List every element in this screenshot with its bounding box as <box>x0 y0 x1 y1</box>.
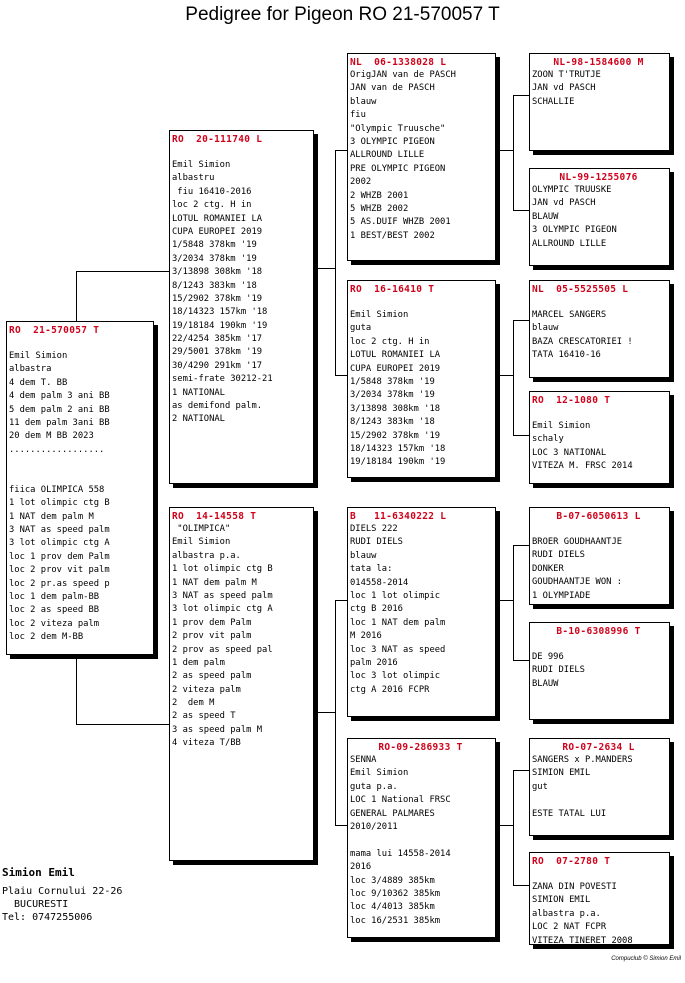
pigeon-card-ff <box>347 53 496 261</box>
detail-line: loc 1 NAT dem palm <box>350 617 446 628</box>
pigeon-card-fm <box>347 280 496 478</box>
detail-line: loc 2 as speed BB <box>9 605 100 616</box>
detail-line: 3 OLYMPIC PIGEON <box>350 136 435 147</box>
pigeon-details <box>350 69 495 243</box>
detail-line: guta p.a. <box>350 781 398 792</box>
detail-line: 1 BEST/BEST 2002 <box>350 230 435 241</box>
detail-line: Emil Simion <box>9 351 68 361</box>
connector-line <box>513 545 514 660</box>
detail-line: gut <box>532 781 548 792</box>
detail-line: as demifond palm. <box>172 401 263 412</box>
detail-line: 2002 <box>350 177 372 188</box>
detail-line: ctg B 2016 <box>350 604 403 615</box>
ring-number: NL 05-5525505 L <box>532 284 629 295</box>
detail-line: 3/13898 308km '18 <box>350 403 441 414</box>
breeder-address: Plaiu Cornului 22-26 <box>2 886 123 897</box>
detail-line: SENNA <box>350 755 377 765</box>
detail-line: schaly <box>532 434 564 445</box>
pigeon-details <box>532 536 669 603</box>
connector-line <box>513 435 529 436</box>
detail-line: 3 lot olimpic ctg A <box>9 538 110 549</box>
connector-line <box>496 825 513 826</box>
detail-line: fiu 16410-2016 <box>172 186 252 197</box>
detail-line: SIMION EMIL <box>532 768 591 779</box>
detail-line: 1 OLYMPIADE <box>532 590 591 601</box>
detail-line: fiica OLIMPICA 558 <box>9 484 105 495</box>
connector-line <box>513 770 529 771</box>
connector-line <box>496 600 513 601</box>
detail-line: 2016 <box>350 862 372 873</box>
connector-line <box>76 655 77 725</box>
detail-line: PRE OLYMPIC PIGEON <box>350 163 446 174</box>
pigeon-details <box>172 523 313 751</box>
detail-line: MARCEL SANGERS <box>532 310 607 320</box>
detail-line: ESTE TATAL LUI <box>532 808 607 819</box>
detail-line: 19/18184 190km '19 <box>172 320 268 331</box>
detail-line: LOC 3 NATIONAL <box>532 447 607 458</box>
detail-line: 1 lot olimpic ctg B <box>172 564 273 575</box>
breeder-city: BUCURESTI <box>2 899 69 910</box>
detail-line: guta <box>350 323 372 334</box>
detail-line: JAN vd PASCH <box>532 198 596 209</box>
detail-line: DONKER <box>532 563 564 574</box>
detail-line: SANGERS x P.MANDERS <box>532 755 633 765</box>
detail-line: albastra p.a. <box>532 908 601 919</box>
detail-line: 4 viteza T/BB <box>172 738 241 749</box>
connector-line <box>314 712 335 713</box>
detail-line: CUPA EUROPEI 2019 <box>172 226 263 237</box>
detail-line: JAN van de PASCH <box>350 83 435 94</box>
connector-line <box>76 271 171 272</box>
detail-line: fiu <box>350 110 366 121</box>
detail-line: blauw <box>350 550 377 561</box>
connector-line <box>496 375 513 376</box>
detail-line: 5 AS.DUIF WHZB 2001 <box>350 217 451 228</box>
detail-line: LOTUL ROMANIEI LA <box>172 213 263 224</box>
detail-line: loc 3 NAT as speed <box>350 644 446 655</box>
detail-line: LOTUL ROMANIEI LA <box>350 350 441 361</box>
connector-line <box>513 320 514 435</box>
pigeon-details <box>532 69 669 109</box>
detail-line: 2 prov as speed pal <box>172 644 273 655</box>
connector-line <box>335 150 336 375</box>
detail-line: loc 3 lot olimpic <box>350 671 441 682</box>
detail-line: 3 NAT as speed palm <box>9 525 110 536</box>
ring-number: NL-99-1255076 <box>559 172 638 183</box>
detail-line: BAZA CRESCATORIEI ! <box>532 336 633 347</box>
detail-line: loc 4/4013 385km <box>350 902 435 913</box>
detail-line: 2 NATIONAL <box>172 414 225 425</box>
detail-line: tata la: <box>350 564 393 575</box>
connector-line <box>513 95 529 96</box>
detail-line: TATA 16410-16 <box>532 350 601 361</box>
detail-line: 014558-2014 <box>350 577 409 588</box>
detail-line: blauw <box>532 323 559 334</box>
connector-line <box>76 271 77 321</box>
ring-number: B 11-6340222 L <box>350 511 447 522</box>
detail-line: ctg A 2016 FCPR <box>350 684 430 695</box>
detail-line: 1 NAT dem palm M <box>172 577 257 588</box>
detail-line: 3/2034 378km '19 <box>350 390 435 401</box>
detail-line: Emil Simion <box>350 768 409 779</box>
page-title: Pedigree for Pigeon RO 21-570057 T <box>185 4 500 25</box>
detail-line: BROER GOUDHAANTJE <box>532 537 623 547</box>
detail-line: 1 dem palm <box>172 657 225 668</box>
detail-line: 3/13898 308km '18 <box>172 267 263 278</box>
pigeon-card-father <box>169 130 314 484</box>
breeder-name: Simion Emil <box>2 866 75 879</box>
detail-line: loc 1 lot olimpic <box>350 590 441 601</box>
pigeon-details <box>9 350 153 645</box>
pigeon-details <box>532 651 669 691</box>
detail-line: 3 OLYMPIC PIGEON <box>532 225 617 236</box>
detail-line: albastra p.a. <box>172 550 241 561</box>
ring-number: RO 12-1080 T <box>532 395 611 406</box>
detail-line: 2 prov vit palm <box>172 631 252 642</box>
detail-line: semi-frate 30212-21 <box>172 374 273 385</box>
breeder-phone: Tel: 0747255006 <box>2 912 93 923</box>
detail-line: loc 9/10362 385km <box>350 888 441 899</box>
connector-line <box>314 268 335 269</box>
pigeon-details <box>532 309 669 363</box>
detail-line: ZOON T'TRUTJE <box>532 70 601 80</box>
detail-line: mama lui 14558-2014 <box>350 848 451 859</box>
detail-line: blauw <box>350 96 377 107</box>
pigeon-details <box>532 184 669 251</box>
ring-number: RO 20-111740 L <box>172 134 263 145</box>
detail-line: 3/2034 378km '19 <box>172 253 257 264</box>
detail-line <box>9 457 153 470</box>
pigeon-card-subject <box>6 321 154 655</box>
connector-line <box>513 770 514 885</box>
detail-line: 3 as speed palm M <box>172 724 263 735</box>
detail-line: OLYMPIC TRUUSKE <box>532 185 612 195</box>
detail-line: RUDI DIELS <box>350 537 403 548</box>
detail-line: 15/2902 378km '19 <box>350 430 441 441</box>
detail-line: Emil Simion <box>532 421 591 431</box>
detail-line: palm 2016 <box>350 657 398 668</box>
detail-line: DE 996 <box>532 652 564 662</box>
detail-line: 5 WHZB 2002 <box>350 203 409 214</box>
detail-line: VITEZA M. FRSC 2014 <box>532 461 633 472</box>
connector-line <box>513 660 529 661</box>
detail-line: "OLIMPICA" <box>172 524 231 534</box>
ring-number: RO 16-16410 T <box>350 284 435 295</box>
detail-line: loc 3/4889 385km <box>350 875 435 886</box>
detail-line: 4 dem T. BB <box>9 377 68 388</box>
detail-line: 19/18184 190km '19 <box>350 457 446 468</box>
connector-line <box>513 545 529 546</box>
detail-line: RUDI DIELS <box>532 550 585 561</box>
detail-line: loc 2 pr.as speed p <box>9 578 110 589</box>
connector-line <box>76 724 171 725</box>
detail-line: ZANA DIN POVESTI <box>532 882 617 892</box>
pigeon-details <box>350 754 495 928</box>
ring-number: B-10-6308996 T <box>556 626 641 637</box>
detail-line: loc 16/2531 385km <box>350 915 441 926</box>
ring-number: B-07-6050613 L <box>556 511 641 522</box>
detail-line: LOC 1 National FRSC <box>350 795 451 806</box>
detail-line: 4 dem palm 3 ani BB <box>9 391 110 402</box>
detail-line: VITEZA TINERET 2008 <box>532 935 633 946</box>
detail-line: 18/14323 157km '18 <box>172 307 268 318</box>
footer-credit: Compuclub © Simion Emil <box>611 956 681 962</box>
pigeon-card-mfm <box>529 622 670 720</box>
detail-line <box>9 471 153 484</box>
detail-line: 22/4254 385km '17 <box>172 334 263 345</box>
detail-line: albastru <box>172 173 215 184</box>
detail-line: 18/14323 157km '18 <box>350 443 446 454</box>
connector-line <box>496 150 513 151</box>
detail-line: loc 2 viteza palm <box>9 618 100 629</box>
ring-number: NL-98-1584600 M <box>553 57 644 68</box>
detail-line: 1 NAT dem palm M <box>9 511 94 522</box>
connector-line <box>513 95 514 210</box>
detail-line: GOUDHAANTJE WON : <box>532 577 623 588</box>
detail-line: Emil Simion <box>350 310 409 320</box>
detail-line: .................. <box>9 444 105 455</box>
detail-line: 2 as speed palm <box>172 671 252 682</box>
connector-line <box>513 320 529 321</box>
detail-line: M 2016 <box>350 631 382 642</box>
pigeon-card-mff <box>529 507 670 605</box>
pigeon-card-mm <box>347 738 496 938</box>
detail-line: 30/4290 291km '17 <box>172 360 263 371</box>
ring-number: RO 14-14558 T <box>172 511 257 522</box>
ring-number: RO 07-2780 T <box>532 856 611 867</box>
ring-number: RO-07-2634 L <box>562 742 635 753</box>
pigeon-details <box>172 159 313 427</box>
detail-line: 2 as speed T <box>172 711 236 722</box>
detail-line: 8/1243 383km '18 <box>350 417 435 428</box>
pigeon-card-fff <box>529 53 670 151</box>
detail-line: loc 1 dem palm-BB <box>9 592 100 603</box>
pigeon-card-mf <box>347 507 496 717</box>
detail-line: JAN vd PASCH <box>532 83 596 94</box>
connector-line <box>513 210 529 211</box>
pigeon-card-ffm <box>529 168 670 266</box>
detail-line: 3 lot olimpic ctg A <box>172 604 273 615</box>
detail-line: GENERAL PALMARES <box>350 808 435 819</box>
breeder-info <box>2 866 122 924</box>
pigeon-details <box>350 523 495 697</box>
pigeon-card-mmf <box>529 738 670 836</box>
connector-line <box>513 885 529 886</box>
pigeon-details <box>532 754 669 821</box>
detail-line <box>532 794 669 807</box>
detail-line: CUPA EUROPEI 2019 <box>350 363 441 374</box>
detail-line: 1/5848 378km '19 <box>350 376 435 387</box>
detail-line: 29/5001 378km '19 <box>172 347 263 358</box>
detail-line: loc 2 dem M-BB <box>9 632 84 643</box>
detail-line: 15/2902 378km '19 <box>172 293 263 304</box>
detail-line: 1 prov dem Palm <box>172 617 252 628</box>
detail-line: OrigJAN van de PASCH <box>350 70 456 80</box>
detail-line: loc 2 prov vit palm <box>9 565 110 576</box>
detail-line: 2010/2011 <box>350 821 398 832</box>
detail-line <box>350 834 495 847</box>
detail-line: loc 2 ctg. H in <box>172 200 252 211</box>
pigeon-details <box>350 309 495 470</box>
detail-line: 5 dem palm 2 ani BB <box>9 404 110 415</box>
pigeon-card-mmm <box>529 852 670 945</box>
detail-line: 2 WHZB 2001 <box>350 190 409 201</box>
pigeon-card-mother <box>169 507 314 861</box>
detail-line: loc 1 prov dem Palm <box>9 551 110 562</box>
detail-line: 1/5848 378km '19 <box>172 240 257 251</box>
detail-line: 11 dem palm 3ani BB <box>9 417 110 428</box>
ring-number: RO-09-286933 T <box>378 742 463 753</box>
detail-line: ALLROUND LILLE <box>350 150 425 161</box>
detail-line: SCHALLIE <box>532 96 575 107</box>
pigeon-card-fmm <box>529 391 670 484</box>
detail-line: 1 NATIONAL <box>172 387 225 398</box>
detail-line: 1 lot olimpic ctg B <box>9 498 110 509</box>
detail-line: "Olympic Truusche" <box>350 123 446 134</box>
pigeon-card-fmf <box>529 280 670 378</box>
detail-line: RUDI DIELS <box>532 665 585 676</box>
pigeon-details <box>532 881 669 948</box>
detail-line: SIMION EMIL <box>532 895 591 906</box>
detail-line: 20 dem M BB 2023 <box>9 431 94 442</box>
detail-line: 2 viteza palm <box>172 684 241 695</box>
detail-line: loc 2 ctg. H in <box>350 336 430 347</box>
detail-line: DIELS 222 <box>350 524 398 534</box>
detail-line: BLAUW <box>532 678 559 689</box>
ring-number: RO 21-570057 T <box>9 325 100 336</box>
detail-line: 3 NAT as speed palm <box>172 590 273 601</box>
detail-line: Emil Simion <box>172 160 231 170</box>
connector-line <box>335 600 336 825</box>
detail-line: ALLROUND LILLE <box>532 238 607 249</box>
detail-line: 8/1243 383km '18 <box>172 280 257 291</box>
detail-line: BLAUW <box>532 211 559 222</box>
detail-line: 2 dem M <box>172 698 215 709</box>
detail-line: Emil Simion <box>172 537 231 548</box>
pigeon-details <box>532 420 669 474</box>
ring-number: NL 06-1338028 L <box>350 57 447 68</box>
detail-line: albastra <box>9 364 52 375</box>
detail-line: LOC 2 NAT FCPR <box>532 922 607 933</box>
